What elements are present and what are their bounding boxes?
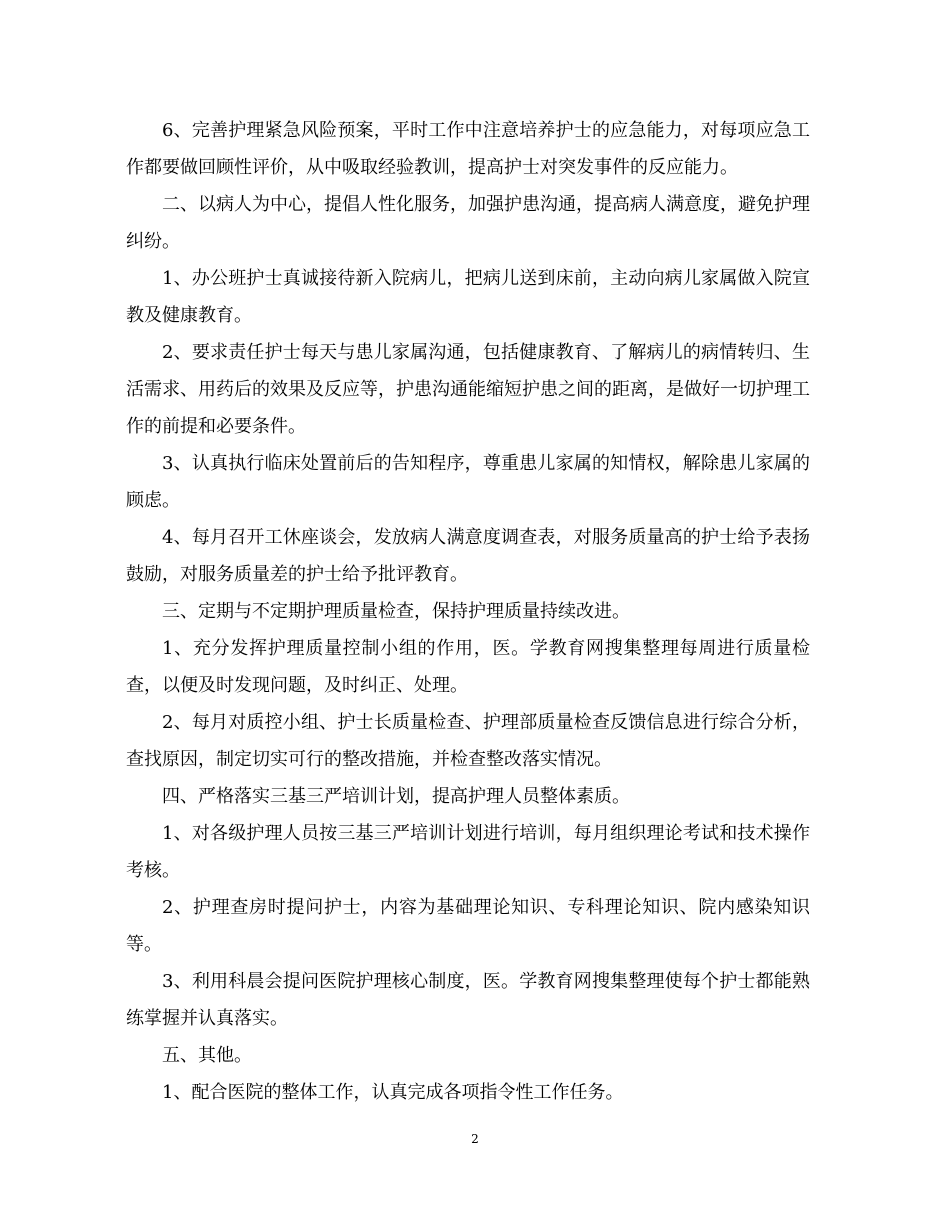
paragraph-2-ward-rounds: 2、护理查房时提问护士，内容为基础理论知识、专科理论知识、院内感染知识等。 — [126, 897, 810, 955]
paragraph-1-cooperation: 1、配合医院的整体工作，认真完成各项指令性工作任务。 — [162, 1082, 624, 1103]
document-body — [126, 112, 810, 1111]
section-heading-other: 五、其他。 — [162, 1045, 252, 1066]
paragraph-4-satisfaction-survey: 4、每月召开工休座谈会，发放病人满意度调查表，对服务质量高的护士给予表扬鼓励，对服务质量差的护士给予批评教育。 — [126, 527, 810, 585]
paragraph-6-emergency-plan: 6、完善护理紧急风险预案，平时工作中注意培养护士的应急能力，对每项应急工作都要做回顾性评价，从中吸取经验教训，提高护士对突发事件的反应能力。 — [126, 120, 810, 178]
section-heading-training: 四、严格落实三基三严培训计划，提高护理人员整体素质。 — [162, 786, 630, 807]
paragraph-1-training-plan: 1、对各级护理人员按三基三严培训计划进行培训，每月组织理论考试和技术操作考核。 — [126, 823, 810, 881]
section-heading-quality-check: 三、定期与不定期护理质量检查，保持护理质量持续改进。 — [162, 601, 630, 622]
paragraph-1-admission: 1、办公班护士真诚接待新入院病儿，把病儿送到床前，主动向病儿家属做入院宣教及健康教育。 — [126, 268, 810, 326]
paragraph-2-monthly-analysis: 2、每月对质控小组、护士长质量检查、护理部质量检查反馈信息进行综合分析，查找原因，制定切实可行的整改措施，并检查整改落实情况。 — [126, 712, 810, 770]
paragraph-1-quality-control: 1、充分发挥护理质量控制小组的作用，医。学教育网搜集整理每周进行质量检查，以便及时发现问题，及时纠正、处理。 — [126, 638, 810, 696]
paragraph-3-core-system: 3、利用科晨会提问医院护理核心制度，医。学教育网搜集整理使每个护士都能熟练掌握并认真落实。 — [126, 971, 810, 1029]
paragraph-2-communication: 2、要求责任护士每天与患儿家属沟通，包括健康教育、了解病儿的病情转归、生活需求、用药后的效果及反应等，护患沟通能缩短护患之间的距离，是做好一切护理工作的前提和必要条件。 — [126, 342, 810, 437]
page-number: 2 — [471, 1132, 479, 1146]
section-heading-patient-centered: 二、以病人为中心，提倡人性化服务，加强护患沟通，提高病人满意度，避免护理纠纷。 — [126, 194, 810, 252]
paragraph-3-informed-consent: 3、认真执行临床处置前后的告知程序，尊重患儿家属的知情权，解除患儿家属的顾虑。 — [126, 453, 810, 511]
